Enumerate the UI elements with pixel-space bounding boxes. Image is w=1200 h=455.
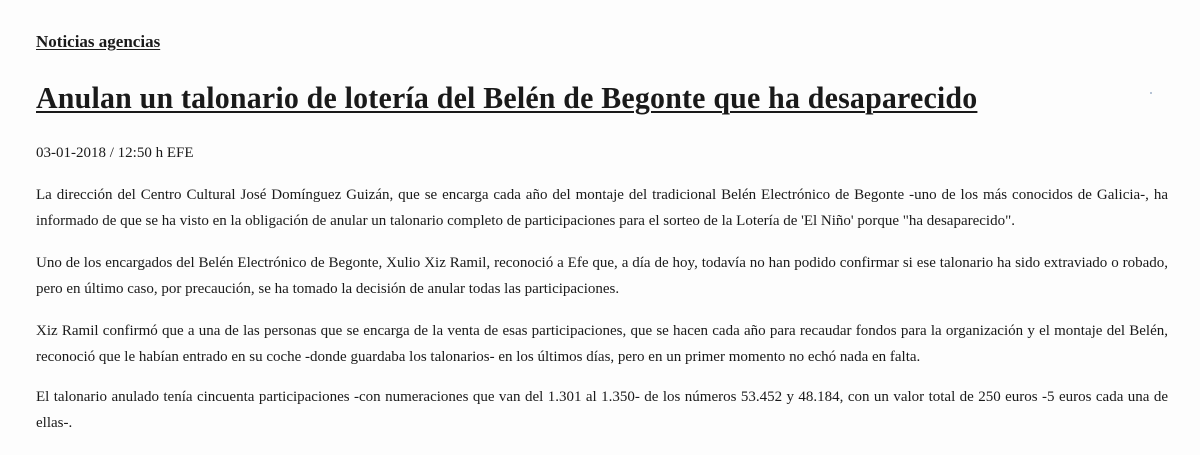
article-headline: Anulan un talonario de lotería del Belén de Begonte que ha desaparecido <box>36 80 978 115</box>
article-dateline: 03-01-2018 / 12:50 h EFE <box>36 145 194 161</box>
article-paragraph-2: Uno de los encargados del Belén Electrónico de Begonte, Xulio Xiz Ramil, reconoció a Efe que, a día de hoy, todavía no han podido confirmar si ese talonario ha sido extraviado o robado, pero en último caso, por precaución, se ha tomado la decisión de anular todas las participaciones. <box>36 255 1168 297</box>
article-paragraph-4: El talonario anulado tenía cincuenta participaciones -con numeraciones que van del 1.301 al 1.350- de los números 53.452 y 48.184, con un valor total de 250 euros -5 euros cada una de ellas-. <box>36 389 1168 431</box>
scan-speck <box>1150 92 1152 94</box>
section-label: Noticias agencias <box>36 32 161 51</box>
article-paragraph-3: Xiz Ramil confirmó que a una de las personas que se encarga de la venta de esas participaciones, que se hacen cada año para recaudar fondos para la organización y el montaje del Belén, reconoció que le habían entrado en su coche -donde guardaba los talonarios- en los últimos días, pero en un primer momento no echó nada en falta. <box>36 323 1168 365</box>
article-paragraph-1: La dirección del Centro Cultural José Domínguez Guizán, que se encarga cada año del montaje del tradicional Belén Electrónico de Begonte -uno de los más conocidos de Galicia-, ha informado de que se ha visto en la obligación de anular un talonario completo de participaciones para el sorteo de la Lotería de 'El Niño' porque "ha desaparecido". <box>36 187 1168 229</box>
